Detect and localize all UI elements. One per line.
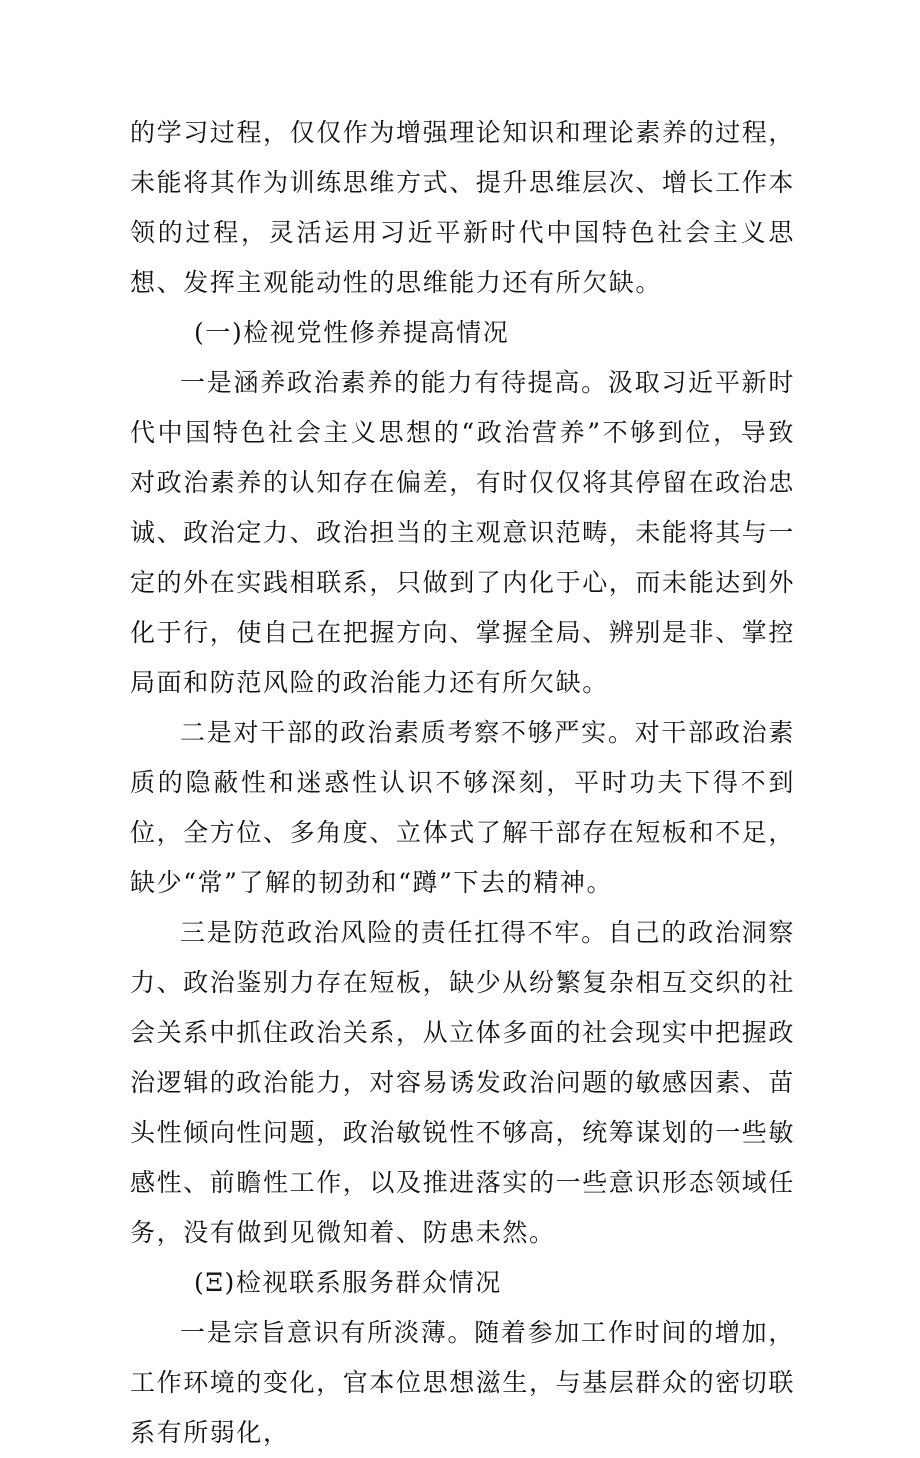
paragraph-purpose-awareness: 一是宗旨意识有所淡薄。随着参加工作时间的增加，工作环境的变化，官本位思想滋生，与基层群众的密切联系有所弱化， — [130, 1318, 796, 1447]
paragraph-cadre-inspection: 二是对干部的政治素质考察不够严实。对干部政治素质的隐蔽性和迷惑性认识不够深刻，平时功夫下得不到位，全方位、多角度、立体式了解干部存在短板和不足，缺少“常”了解的韧劲和“蹲”下去的精神。 — [130, 718, 796, 897]
paragraph-political-risk: 三是防范政治风险的责任扛得不牢。自己的政治洞察力、政治鉴别力存在短板，缺少从纷繁复杂相互交织的社会关系中抓住政治关系，从立体多面的社会现实中把握政治逻辑的政治能力，对容易诱发政治问题的敏感因素、苗头性倾向性问题，政治敏锐性不够高，统筹谋划的一些敏感性、前瞻性工作，以及推进落实的一些意识形态领域任务，没有做到见微知着、防患未然。 — [130, 918, 796, 1247]
document-body — [130, 108, 795, 1458]
paragraph-continuation: 的学习过程，仅仅作为增强理论知识和理论素养的过程，未能将其作为训练思维方式、提升思维层次、增长工作本领的过程，灵活运用习近平新时代中国特色社会主义思想、发挥主观能动性的思维能力还有所欠缺。 — [130, 118, 796, 297]
paragraph-political-literacy: 一是涵养政治素养的能力有待提高。汲取习近平新时代中国特色社会主义思想的“政治营养”不够到位，导致对政治素养的认知存在偏差，有时仅仅将其停留在政治忠诚、政治定力、政治担当的主观意识范畴，未能将其与一定的外在实践相联系，只做到了内化于心，而未能达到外化于行，使自己在把握方向、掌握全局、辨别是非、掌控局面和防范风险的政治能力还有所欠缺。 — [130, 368, 796, 697]
section-heading-serving-masses: (Ξ)检视联系服务群众情况 — [194, 1268, 502, 1297]
section-heading-party-spirit: (一)检视党性修养提高情况 — [194, 318, 510, 347]
